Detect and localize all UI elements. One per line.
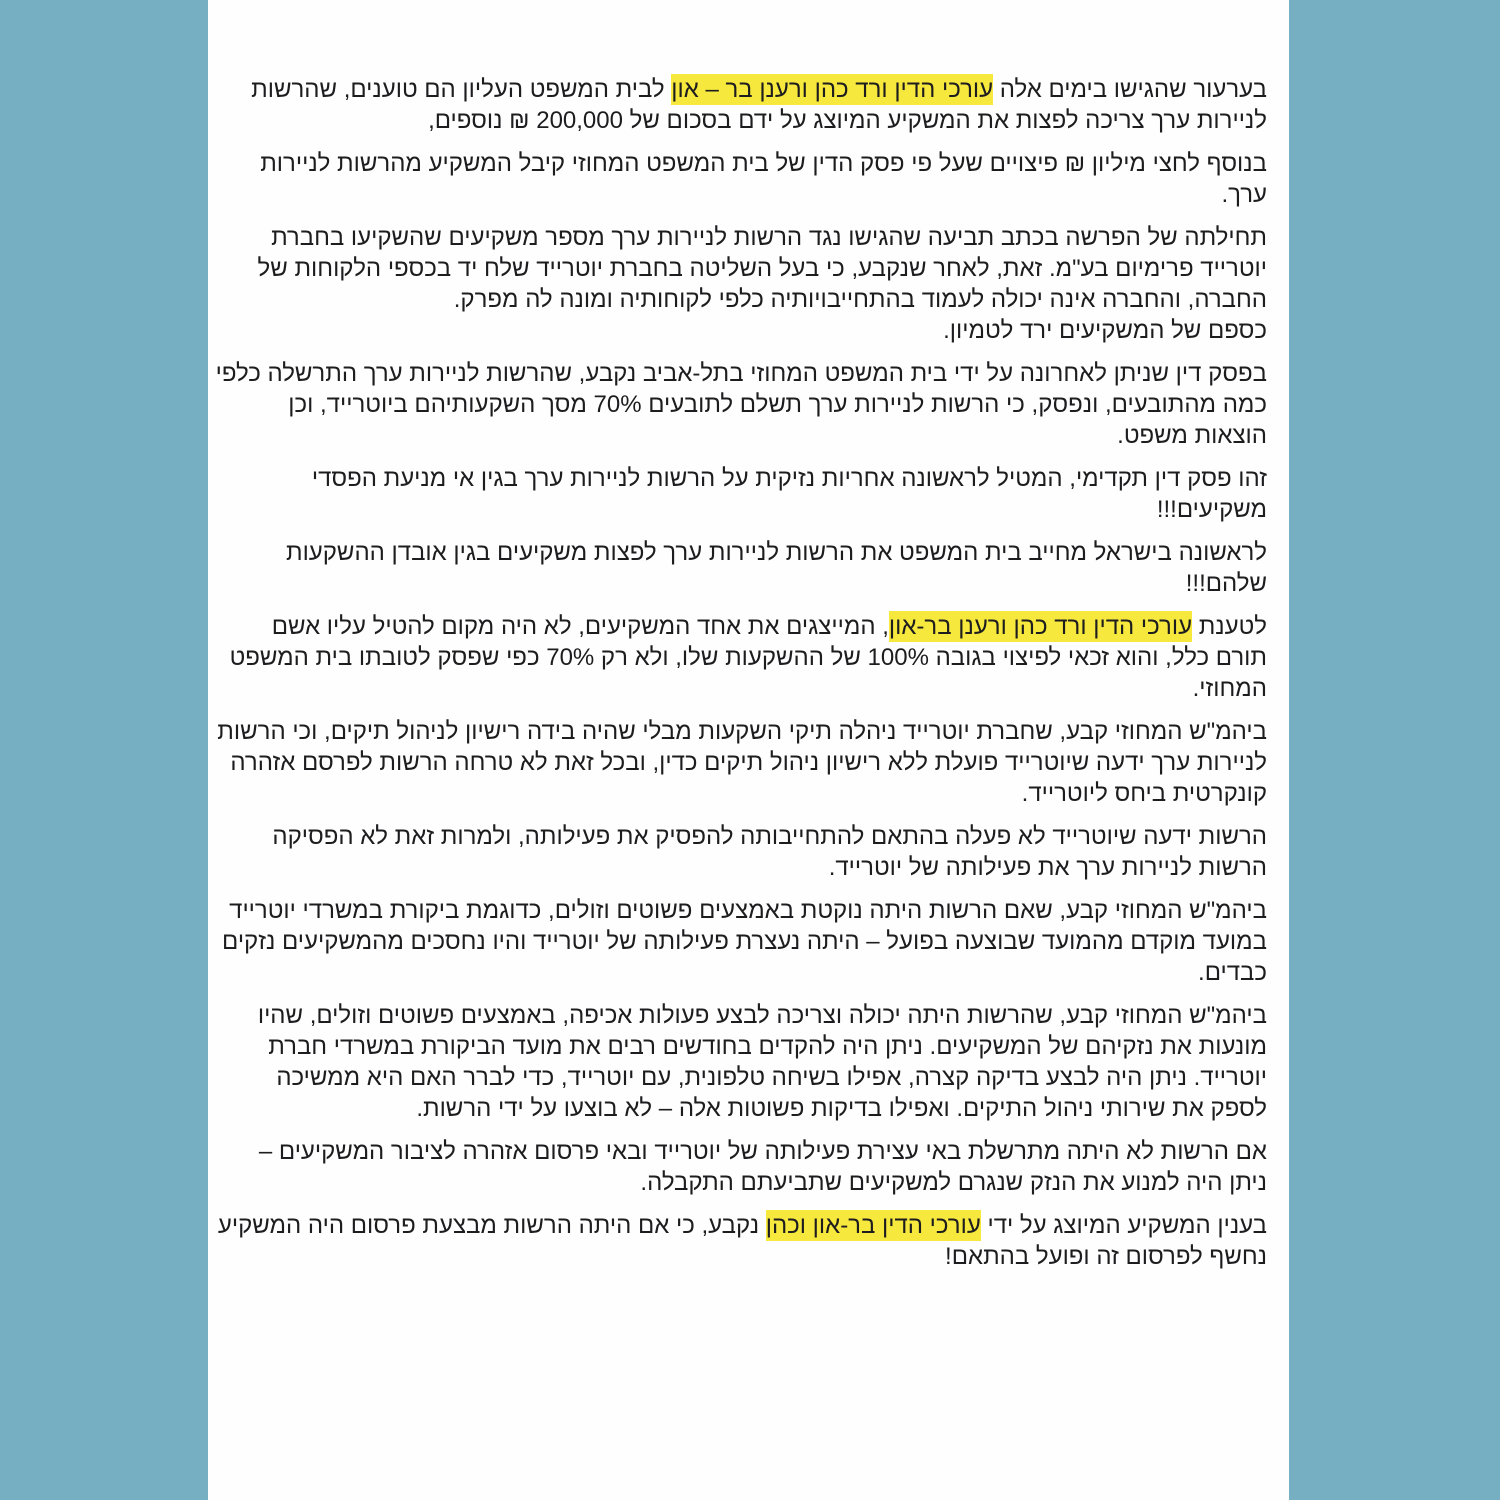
- highlighted-text-run: עורכי הדין ורד כהן ורענן בר – און: [671, 76, 994, 103]
- document-paragraph: [215, 222, 1267, 346]
- text-run: לבית המשפט העליון הם טוענים, שהרשות לניירות ערך צריכה לפצות את המשקיע המיוצג על ידם בסכום של 200,000 ₪ נוספים,: [251, 76, 1267, 134]
- document-paragraph: [215, 716, 1267, 809]
- document-paragraph: [215, 358, 1267, 451]
- text-run: לראשונה בישראל מחייב בית המשפט את הרשות לניירות ערך לפצות משקיעים בגין אובדן ההשקעות שלהם!!!: [285, 539, 1267, 597]
- text-run: נקבע, כי אם היתה הרשות מבצעת פרסום היה המשקיע נחשף לפרסום זה ופועל בהתאם!: [217, 1212, 1267, 1270]
- text-run: , המייצגים את אחד המשקיעים, לא היה מקום להטיל עליו אשם תורם כלל, והוא זכאי לפיצוי בגובה 100% של ההשקעות שלו, ולא רק 70% כפי שפסק לטובתו בית המשפט המחוזי.: [229, 613, 1267, 702]
- document-paragraph: [215, 537, 1267, 599]
- text-run: תחילתה של הפרשה בכתב תביעה שהגישו נגד הרשות לניירות ערך מספר משקיעים שהשקיעו בחברת יוטרייד פרימיום בע"מ. זאת, לאחר שנקבע, כי בעל השליטה בחברת יוטרייד שלח יד בכספי הלקוחות של החברה, והחברה אינה יכולה לעמוד בהתחייבויותיה כלפי לקוחותיה ומונה לה מפרק.: [257, 224, 1267, 313]
- document-paragraph: [215, 1000, 1267, 1124]
- text-run: הרשות ידעה שיוטרייד לא פעלה בהתאם להתחייבותה להפסיק את פעילותה, ולמרות זאת לא הפסיקה הרשות לניירות ערך את פעילותה של יוטרייד.: [272, 823, 1267, 881]
- text-run: כספם של המשקיעים ירד לטמיון.: [943, 317, 1267, 344]
- text-run: בערעור שהגישו בימים אלה: [993, 76, 1267, 103]
- document-paragraph: [215, 148, 1267, 210]
- text-run: ביהמ"ש המחוזי קבע, שהרשות היתה יכולה וצריכה לבצע פעולות אכיפה, באמצעים פשוטים וזולים, שהיו מונעות את נזקיהם של המשקיעים. ניתן היה להקדים בחודשים רבים את מועד הביקורת במשרדי חברת יוטרייד. ניתן היה לבצע בדיקה קצרה, אפילו בשיחה טלפונית, עם יוטרייד, כדי לברר האם היא ממשיכה לספק את שירותי ניהול התיקים. ואפילו בדיקות פשוטות אלה – לא בוצעו על ידי הרשות.: [257, 1002, 1267, 1122]
- document-paragraph: [215, 895, 1267, 988]
- right-margin-band: [1289, 0, 1500, 1500]
- text-run: לטענת: [1192, 613, 1267, 640]
- document-paragraph: [215, 74, 1267, 136]
- text-run: זהו פסק דין תקדימי, המטיל לראשונה אחריות נזיקית על הרשות לניירות ערך בגין אי מניעת הפסדי משקיעים!!!: [311, 465, 1267, 523]
- document-paragraph: [215, 821, 1267, 883]
- text-run: בנוסף לחצי מיליון ₪ פיצויים שעל פי פסק הדין של בית המשפט המחוזי קיבל המשקיע מהרשות לניירות ערך.: [260, 150, 1267, 208]
- highlighted-text-run: עורכי הדין בר-און וכהן: [765, 1212, 981, 1239]
- document-paragraph: [215, 463, 1267, 525]
- text-run: אם הרשות לא היתה מתרשלת באי עצירת פעילותה של יוטרייד ובאי פרסום אזהרה לציבור המשקיעים – ניתן היה למנוע את הנזק שנגרם למשקיעים שתביעתם התקבלה.: [258, 1138, 1267, 1196]
- text-run: ביהמ"ש המחוזי קבע, שחברת יוטרייד ניהלה תיקי השקעות מבלי שהיה בידה רישיון לניהול תיקים, וכי הרשות לניירות ערך ידעה שיוטרייד פועלת ללא רישיון ניהול תיקים כדין, ובכל זאת לא טרחה הרשות לפרסם אזהרה קונקרטית ביחס ליוטרייד.: [217, 718, 1267, 807]
- text-run: בענין המשקיע המיוצג על ידי: [980, 1212, 1267, 1239]
- document-paragraph: [215, 611, 1267, 704]
- text-run: ביהמ"ש המחוזי קבע, שאם הרשות היתה נוקטת באמצעים פשוטים וזולים, כדוגמת ביקורת במשרדי יוטרייד במועד מוקדם מהמועד שבוצעה בפועל – היתה נעצרת פעילותה של יוטרייד והיו נחסכים מהמשקיעים נזקים כבדים.: [222, 897, 1267, 986]
- document-paragraph: [215, 1210, 1267, 1272]
- text-run: בפסק דין שניתן לאחרונה על ידי בית המשפט המחוזי בתל-אביב נקבע, שהרשות לניירות ערך התרשלה כלפי כמה מהתובעים, ונפסק, כי הרשות לניירות ערך תשלם לתובעים 70% מסך השקעותיהם ביוטרייד, וכן הוצאות משפט.: [215, 360, 1267, 449]
- highlighted-text-run: עורכי הדין ורד כהן ורענן בר-און: [888, 613, 1193, 640]
- document-paragraph: [215, 1136, 1267, 1198]
- left-margin-band: [0, 0, 208, 1500]
- document-body: [215, 74, 1267, 1284]
